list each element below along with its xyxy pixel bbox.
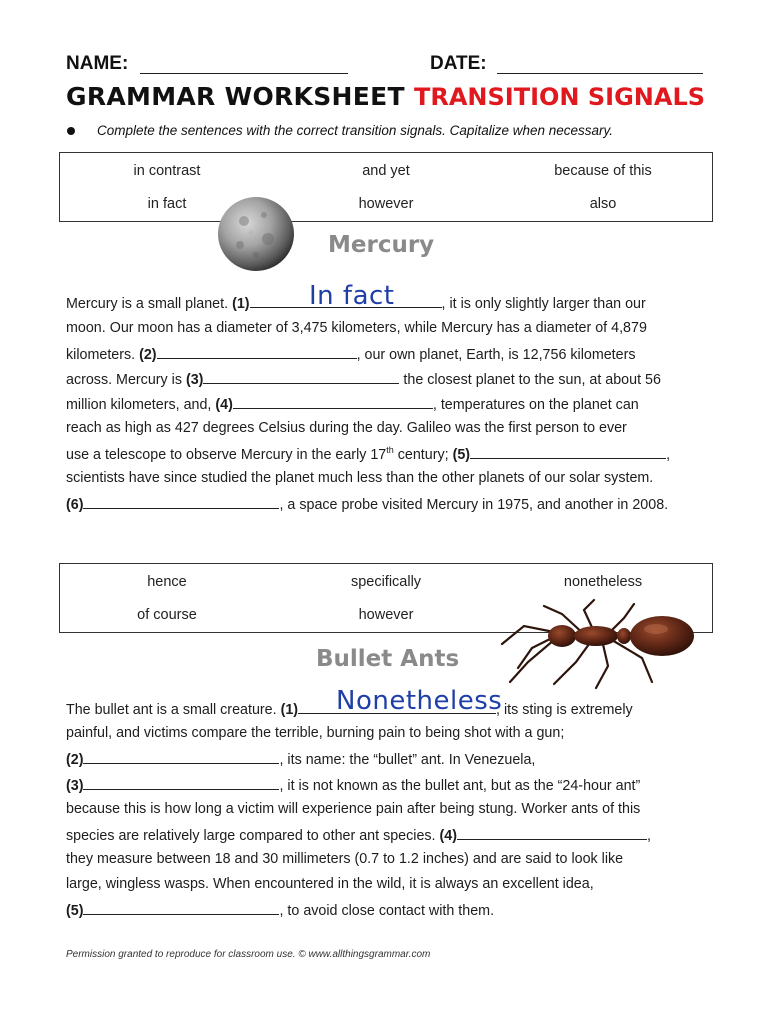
date-label: DATE: xyxy=(430,53,487,74)
word-bank-item: in fact xyxy=(147,196,187,212)
word-bank-item: because of this xyxy=(554,163,652,179)
answer-blank[interactable] xyxy=(83,901,279,915)
word-bank-item: however xyxy=(358,607,414,623)
ants-section-title: Bullet Ants xyxy=(316,646,460,672)
answer-blank[interactable] xyxy=(233,395,433,409)
name-label: NAME: xyxy=(66,53,129,74)
answer-blank[interactable] xyxy=(203,370,399,384)
paragraph-line: Mercury is a small planet. (1) , it is only slightly larger than our xyxy=(66,296,646,312)
worksheet-title: GRAMMAR WORKSHEET xyxy=(66,82,405,111)
paragraph-line: large, wingless wasps. When encountered in the wild, it is always an excellent idea, xyxy=(66,876,594,892)
instruction-text: Complete the sentences with the correct transition signals. Capitalize when necessary. xyxy=(97,123,614,138)
paragraph-line: they measure between 18 and 30 millimeters (0.7 to 1.2 inches) and are said to look like xyxy=(66,851,624,867)
paragraph-line: (3) , it is not known as the bullet ant, but as the “24-hour ant” xyxy=(66,778,641,794)
answer-blank[interactable] xyxy=(470,445,666,459)
mercury-planet-image xyxy=(216,195,296,273)
footer-permission: Permission granted to reproduce for classroom use. © www.allthingsgrammar.com xyxy=(66,949,431,960)
answer-blank[interactable] xyxy=(298,700,496,714)
handwritten-answer: In fact xyxy=(309,281,395,311)
word-bank-item: also xyxy=(589,196,617,212)
answer-blank[interactable] xyxy=(157,345,357,359)
word-bank-item: however xyxy=(358,196,414,212)
worksheet-topic: TRANSITION SIGNALS xyxy=(414,83,706,111)
answer-blank[interactable] xyxy=(83,495,279,509)
paragraph-line: The bullet ant is a small creature. (1) , its sting is extremely xyxy=(66,702,633,718)
paragraph-line: (6) , a space probe visited Mercury in 1975, and another in 2008. xyxy=(66,497,669,513)
mercury-word-bank xyxy=(59,152,713,222)
name-field-line[interactable] xyxy=(140,73,348,74)
answer-blank[interactable] xyxy=(250,294,442,308)
word-bank-item: specifically xyxy=(350,574,422,590)
paragraph-line: use a telescope to observe Mercury in the early 17th century; (5) , xyxy=(66,445,671,463)
paragraph-line: painful, and victims compare the terrible, burning pain to being shot with a gun; xyxy=(66,725,565,741)
bullet-icon xyxy=(67,127,75,135)
word-bank-item: hence xyxy=(147,574,187,590)
paragraph-line: (5) , to avoid close contact with them. xyxy=(66,903,495,919)
word-bank-item: in contrast xyxy=(133,163,201,179)
paragraph-line: species are relatively large compared to other ant species. (4) , xyxy=(66,828,651,844)
paragraph-line: million kilometers, and, (4) , temperatures on the planet can xyxy=(66,397,639,413)
word-bank-item: and yet xyxy=(362,163,410,179)
bullet-ant-image xyxy=(484,596,710,692)
paragraph-line: kilometers. (2) , our own planet, Earth, is 12,756 kilometers xyxy=(66,347,636,363)
answer-blank[interactable] xyxy=(83,776,279,790)
word-bank-item: of course xyxy=(137,607,197,623)
paragraph-line: moon. Our moon has a diameter of 3,475 kilometers, while Mercury has a diameter of 4,879 xyxy=(66,320,647,336)
paragraph-line: because this is how long a victim will experience pain after being stung. Worker ants of this xyxy=(66,801,641,817)
answer-blank[interactable] xyxy=(457,826,647,840)
mercury-section-title: Mercury xyxy=(328,232,435,258)
paragraph-line: across. Mercury is (3) the closest planet to the sun, at about 56 xyxy=(66,372,661,388)
date-field-line[interactable] xyxy=(497,73,703,74)
word-bank-item: nonetheless xyxy=(563,574,643,590)
paragraph-line: (2) , its name: the “bullet” ant. In Venezuela, xyxy=(66,752,536,768)
answer-blank[interactable] xyxy=(83,750,279,764)
paragraph-line: reach as high as 427 degrees Celsius during the day. Galileo was the first person to ever xyxy=(66,420,627,436)
paragraph-line: scientists have since studied the planet much less than the other planets of our solar system. xyxy=(66,470,654,486)
handwritten-answer: Nonetheless xyxy=(336,686,503,716)
